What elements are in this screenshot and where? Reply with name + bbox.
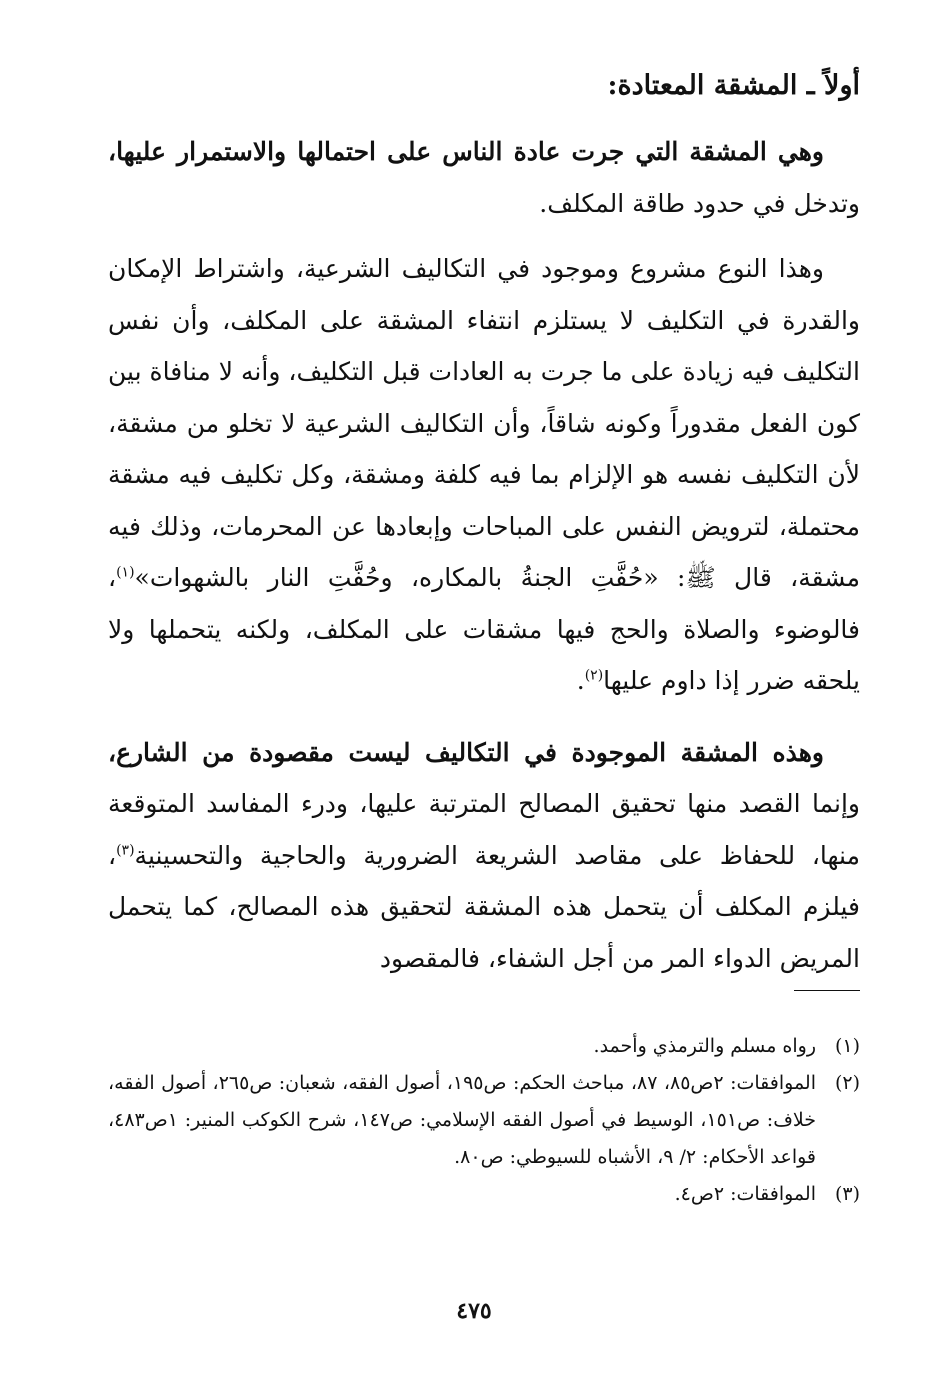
footnotes	[108, 1028, 860, 1213]
footnote-ref-1: (١)	[116, 564, 135, 581]
footnote-text: رواه مسلم والترمذي وأحمد.	[593, 1035, 816, 1057]
footnote-number: (٣)	[834, 1183, 860, 1205]
footnote-2	[108, 1065, 860, 1176]
paragraph-3-bold: وهذه المشقة الموجودة في التكاليف ليست مقصودة من الشارع،	[108, 737, 824, 767]
paragraph-3-text-b: ، فيلزم المكلف أن يتحمل هذه المشقة لتحقيق هذه المصالح، كما يتحمل المريض الدواء المر من أجل الشفاء، فالمقصود	[108, 840, 860, 973]
paragraph-2-text-a: وهذا النوع مشروع وموجود في التكاليف الشرعية، واشتراط الإمكان والقدرة في التكليف لا يستلزم انتفاء المشقة على المكلف، وأن نفس التكليف فيه زيادة على ما جرت به العادات قبل التكليف، وأنه لا منافاة بين كون الفعل مقدوراً وكونه شاقاً، وأن التكاليف الشرعية لا تخلو من مشقة، لأن التكليف نفسه هو الإلزام بما فيه كلفة ومشقة، وكل تكليف فيه مشقة محتملة، لترويض النفس على المباحات وإبعادها عن المحرمات، وذلك فيه مشقة، قال ﷺ: «حُفَّتِ الجنةُ بالمكاره، وحُفَّتِ النار بالشهوات»	[108, 254, 860, 592]
section-heading: أولاً ـ المشقة المعتادة:	[607, 70, 860, 101]
paragraph-2	[108, 243, 860, 707]
paragraph-3-text-a: وإنما القصد منها تحقيق المصالح المترتبة عليها، ودرء المفاسد المتوقعة منها، للحفاظ على مقاصد الشريعة الضرورية والحاجية والتحسينية	[108, 789, 860, 870]
footnote-text: الموافقات: ٢ص٤.	[674, 1183, 816, 1205]
spacer	[108, 707, 860, 727]
footnote-ref-2: (٢)	[584, 667, 604, 684]
paragraph-3	[108, 727, 860, 985]
footnote-separator	[794, 990, 860, 991]
footnote-ref-3: (٣)	[116, 842, 135, 859]
paragraph-1-bold: وهي المشقة التي جرت عادة الناس على احتمالها والاستمرار عليها،	[108, 137, 824, 166]
footnote-text: الموافقات: ٢ص٨٥، ٨٧، مباحث الحكم: ص١٩٥، أصول الفقه، شعبان: ص٢٦٥، أصول الفقه، خلاف: ص١٥١، الوسيط في أصول الفقه الإسلامي: ص١٤٧، شرح الكوكب المنير: ١ص٤٨٣، قواعد الأحكام: ٢/ ٩، الأشباه للسيوطي: ص٨٠.	[108, 1072, 817, 1168]
footnote-number: (٢)	[834, 1072, 860, 1094]
footnote-1	[108, 1028, 860, 1065]
paragraph-2-text-b: ، فالوضوء والصلاة والحج فيها مشقات على المكلف، ولكنه يتحملها ولا يلحقه ضرر إذا داوم عليها	[108, 563, 860, 695]
footnote-3	[108, 1176, 860, 1213]
page	[108, 52, 860, 1362]
footnote-number: (١)	[834, 1035, 860, 1057]
paragraph-2-end: .	[576, 666, 585, 695]
paragraph-1-rest: وتدخل في حدود طاقة المكلف.	[539, 188, 860, 218]
paragraph-1	[108, 126, 860, 229]
page-number: ٤٧٥	[456, 1298, 492, 1324]
spacer	[108, 229, 860, 243]
